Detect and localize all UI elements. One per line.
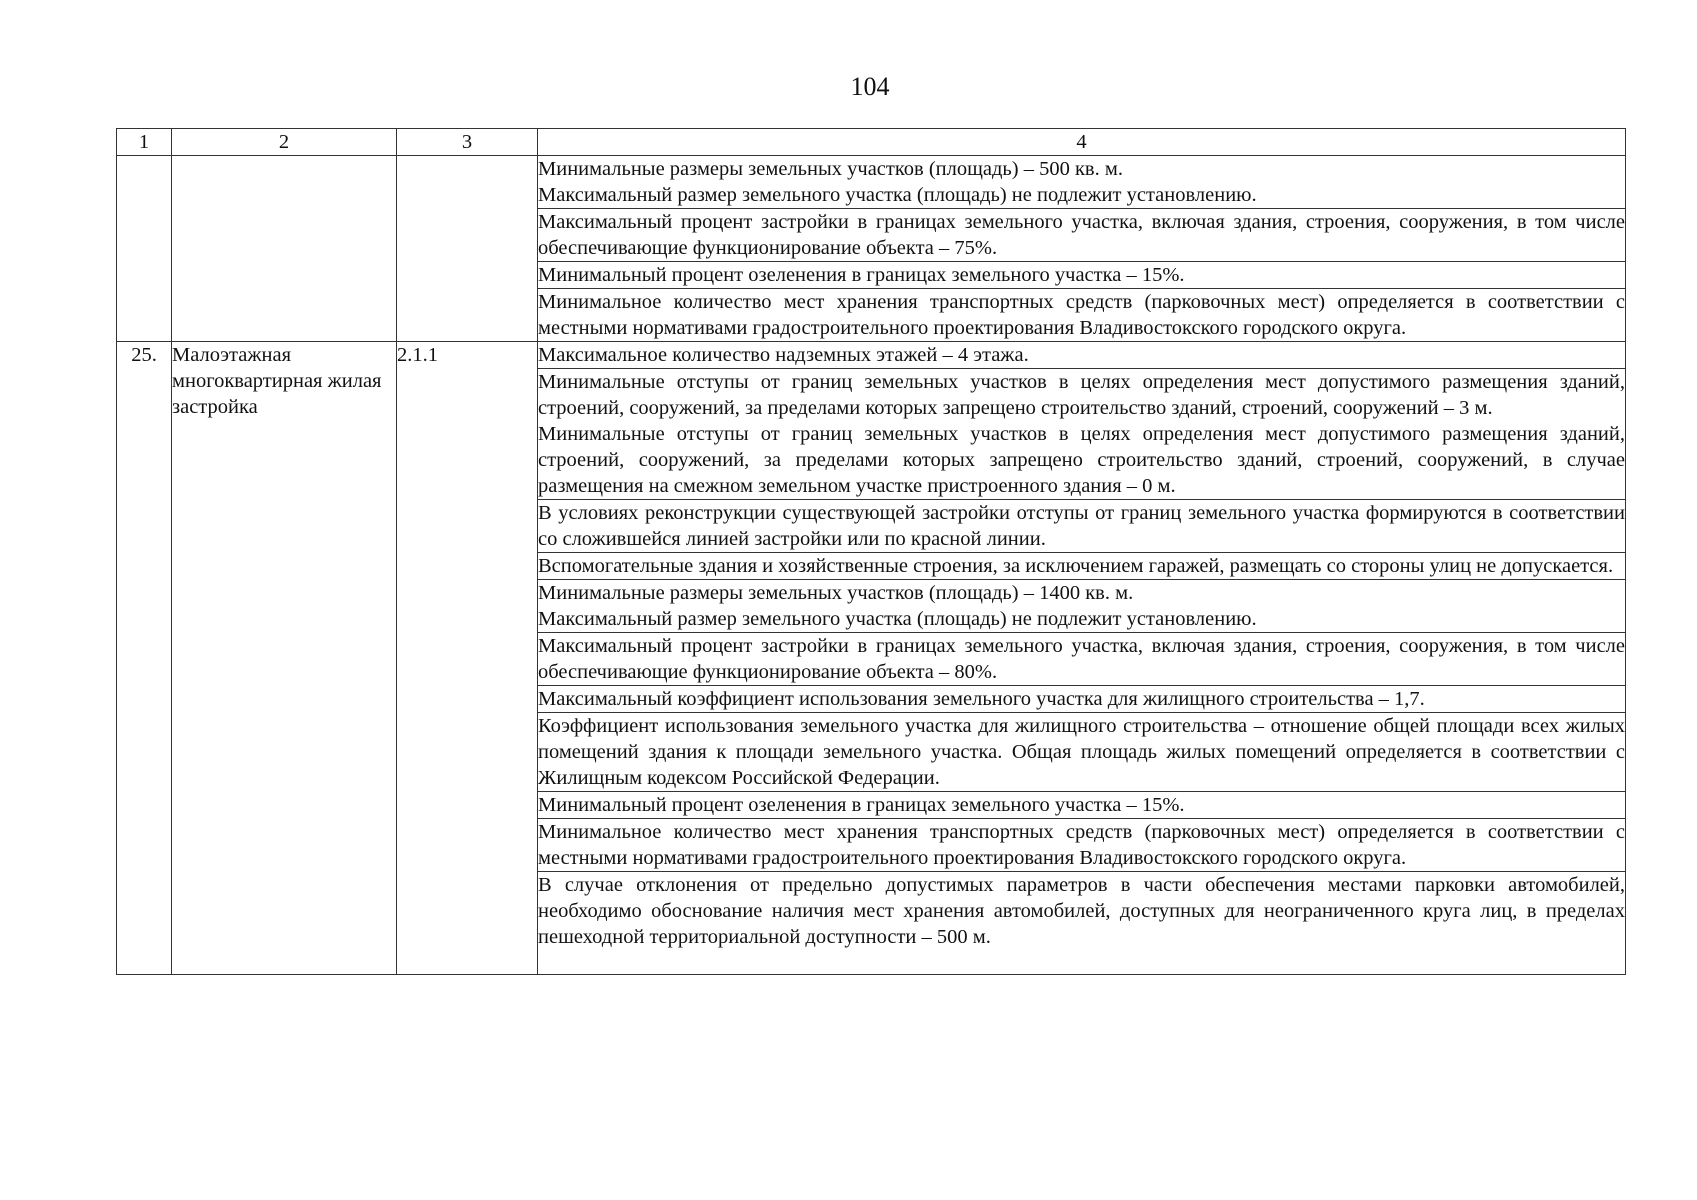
land-use-name-cell: Малоэтажная многоквартирная жилая застройка bbox=[172, 342, 397, 975]
param-text: Максимальный размер земельного участка (площадь) не подлежит установлению. bbox=[538, 184, 1257, 206]
param-cell: Вспомогательные здания и хозяйственные строения, за исключением гаражей, размещать со стороны улиц не допускается. bbox=[538, 553, 1626, 580]
param-cell: Минимальный процент озеленения в границах земельного участка – 15%. bbox=[538, 262, 1626, 289]
param-text: Минимальные отступы от границ земельных участков в целях определения мест допустимого размещения зданий, строений, сооружений, за пределами которых запрещено строительство зданий, строений, сооружений, в случае размещения на смежном земельном участке пристроенного здания – 0 м. bbox=[538, 423, 1625, 497]
param-text: Минимальные отступы от границ земельных участков в целях определения мест допустимого размещения зданий, строений, сооружений, за пределами которых запрещено строительство зданий, строений, сооружений – 3 м. bbox=[538, 371, 1625, 419]
continuation-number-cell bbox=[117, 156, 172, 342]
table-header-row bbox=[117, 129, 1626, 156]
param-cell: Коэффициент использования земельного участка для жилищного строительства – отношение общей площади всех жилых помещений здания к площади земельного участка. Общая площадь жилых помещений определяется в соответствии с Жилищным кодексом Российской Федерации. bbox=[538, 713, 1626, 792]
param-cell: Минимальный процент озеленения в границах земельного участка – 15%. bbox=[538, 792, 1626, 819]
land-use-code-cell: 2.1.1 bbox=[397, 342, 538, 975]
param-cell: В случае отклонения от предельно допустимых параметров в части обеспечения местами парковки автомобилей, необходимо обоснование наличия мест хранения автомобилей, доступных для неограниченного круга лиц, в пределах пешеходной территориальной доступности – 500 м. bbox=[538, 872, 1626, 975]
param-cell bbox=[538, 580, 1626, 633]
header-col-4: 4 bbox=[538, 129, 1626, 156]
header-col-3: 3 bbox=[397, 129, 538, 156]
param-cell: Минимальное количество мест хранения транспортных средств (парковочных мест) определяется в соответствии с местными нормативами градостроительного проектирования Владивостокского городского округа. bbox=[538, 819, 1626, 872]
param-cell bbox=[538, 369, 1626, 500]
table-row bbox=[117, 156, 1626, 209]
param-cell: Минимальное количество мест хранения транспортных средств (парковочных мест) определяется в соответствии с местными нормативами градостроительного проектирования Владивостокского городского округа. bbox=[538, 289, 1626, 342]
continuation-name-cell bbox=[172, 156, 397, 342]
param-cell: Максимальный процент застройки в границах земельного участка, включая здания, строения, сооружения, в том числе обеспечивающие функционирование объекта – 75%. bbox=[538, 209, 1626, 262]
header-col-1: 1 bbox=[117, 129, 172, 156]
param-cell bbox=[538, 156, 1626, 209]
param-text: Минимальные размеры земельных участков (площадь) – 1400 кв. м. bbox=[538, 582, 1134, 604]
param-text: Минимальные размеры земельных участков (площадь) – 500 кв. м. bbox=[538, 158, 1123, 180]
param-cell: Максимальный коэффициент использования земельного участка для жилищного строительства – 1,7. bbox=[538, 686, 1626, 713]
table-row bbox=[117, 342, 1626, 369]
param-cell: В условиях реконструкции существующей застройки отступы от границ земельного участка формируются в соответствии со сложившейся линией застройки или по красной линии. bbox=[538, 500, 1626, 553]
regulations-table bbox=[116, 128, 1626, 975]
param-cell: Максимальный процент застройки в границах земельного участка, включая здания, строения, сооружения, в том числе обеспечивающие функционирование объекта – 80%. bbox=[538, 633, 1626, 686]
param-cell: Максимальное количество надземных этажей – 4 этажа. bbox=[538, 342, 1626, 369]
row-number-cell: 25. bbox=[117, 342, 172, 975]
param-text: Максимальный размер земельного участка (площадь) не подлежит установлению. bbox=[538, 608, 1257, 630]
continuation-code-cell bbox=[397, 156, 538, 342]
page-number: 104 bbox=[850, 72, 890, 101]
header-col-2: 2 bbox=[172, 129, 397, 156]
